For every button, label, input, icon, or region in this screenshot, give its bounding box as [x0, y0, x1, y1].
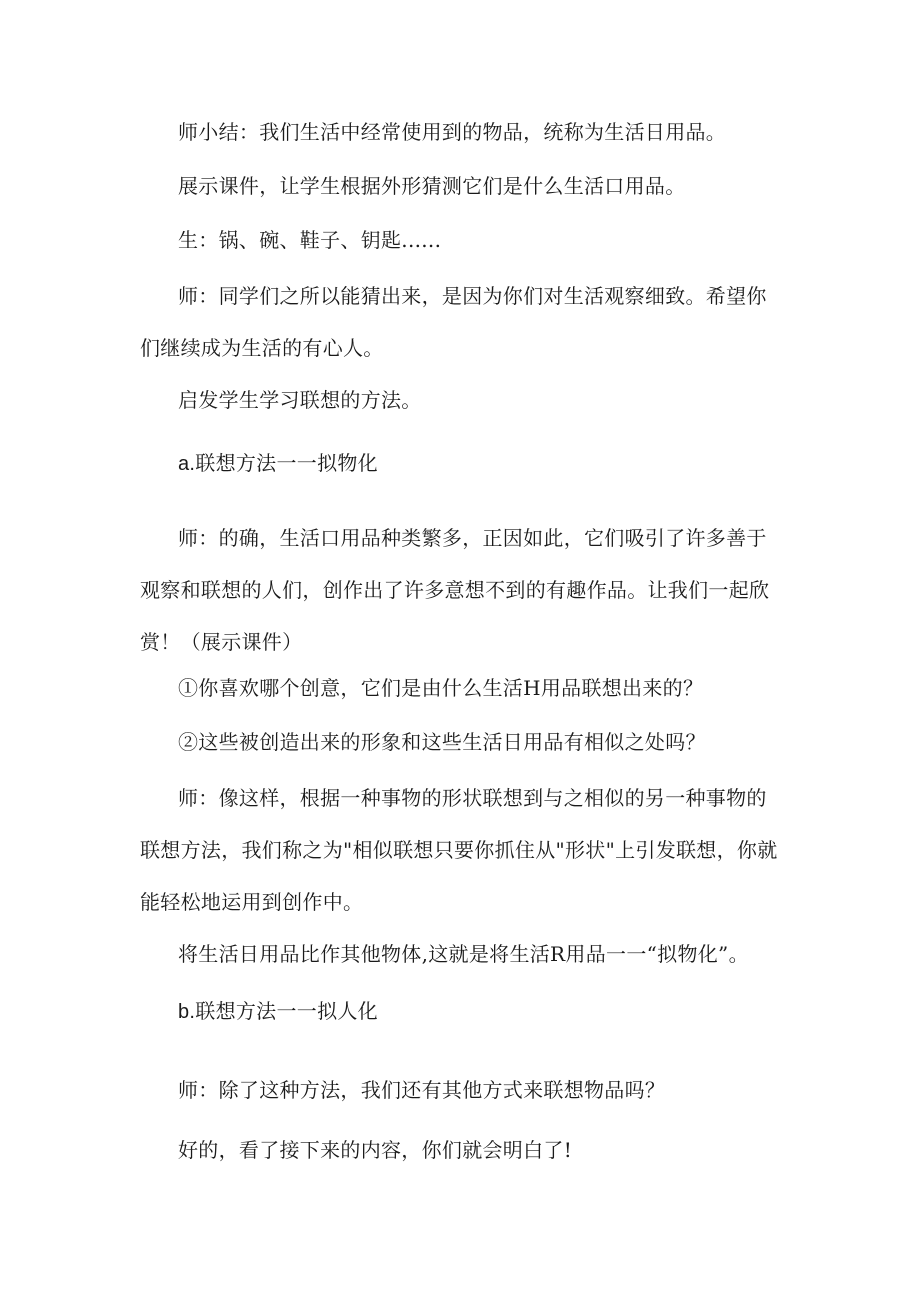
paragraph-teacher-other-methods: 师：除了这种方法，我们还有其他方式来联想物品吗？	[178, 1078, 666, 1102]
paragraph-teacher-appreciate: 师：的确，生活口用品种类繁多，正因如此，它们吸引了许多善于观察和联想的人们，创作出了许多意想不到的有趣作品。让我们一起欣赏！（展示课件）	[140, 526, 770, 654]
paragraph-teacher-summary: 师小结：我们生活中经常使用到的物品，统称为生活日用品。	[178, 120, 727, 144]
paragraph-personify-objects: 将生活日用品比作其他物体,这就是将生活R用品一一“拟物化”。	[178, 942, 749, 966]
paragraph-show-courseware: 展示课件，让学生根据外形猜测它们是什么生活口用品。	[178, 174, 686, 198]
paragraph-inspire-method: 启发学生学习联想的方法。	[178, 388, 422, 412]
heading-method-a: a.联想方法一一拟物化	[178, 453, 378, 475]
heading-method-b: b.联想方法一一拟人化	[178, 1001, 378, 1023]
paragraph-next-content: 好的，看了接下来的内容，你们就会明白了!	[178, 1138, 573, 1162]
paragraph-student-answer: 生：锅、碗、鞋子、钥匙......	[178, 228, 442, 252]
paragraph-question-2: ②这些被创造出来的形象和这些生活日用品有相似之处吗？	[178, 730, 706, 754]
paragraph-teacher-similar-association: 师：像这样，根据一种事物的形状联想到与之相似的另一种事物的联想方法，我们称之为"相似联想只要你抓住从"形状"上引发联想，你就能轻松地运用到创作中。	[140, 786, 778, 914]
paragraph-question-1: ①你喜欢哪个创意，它们是由什么生活H用品联想出来的？	[178, 676, 704, 700]
paragraph-teacher-observation: 师：同学们之所以能猜出来，是因为你们对生活观察细致。希望你们继续成为生活的有心人。	[140, 284, 767, 360]
